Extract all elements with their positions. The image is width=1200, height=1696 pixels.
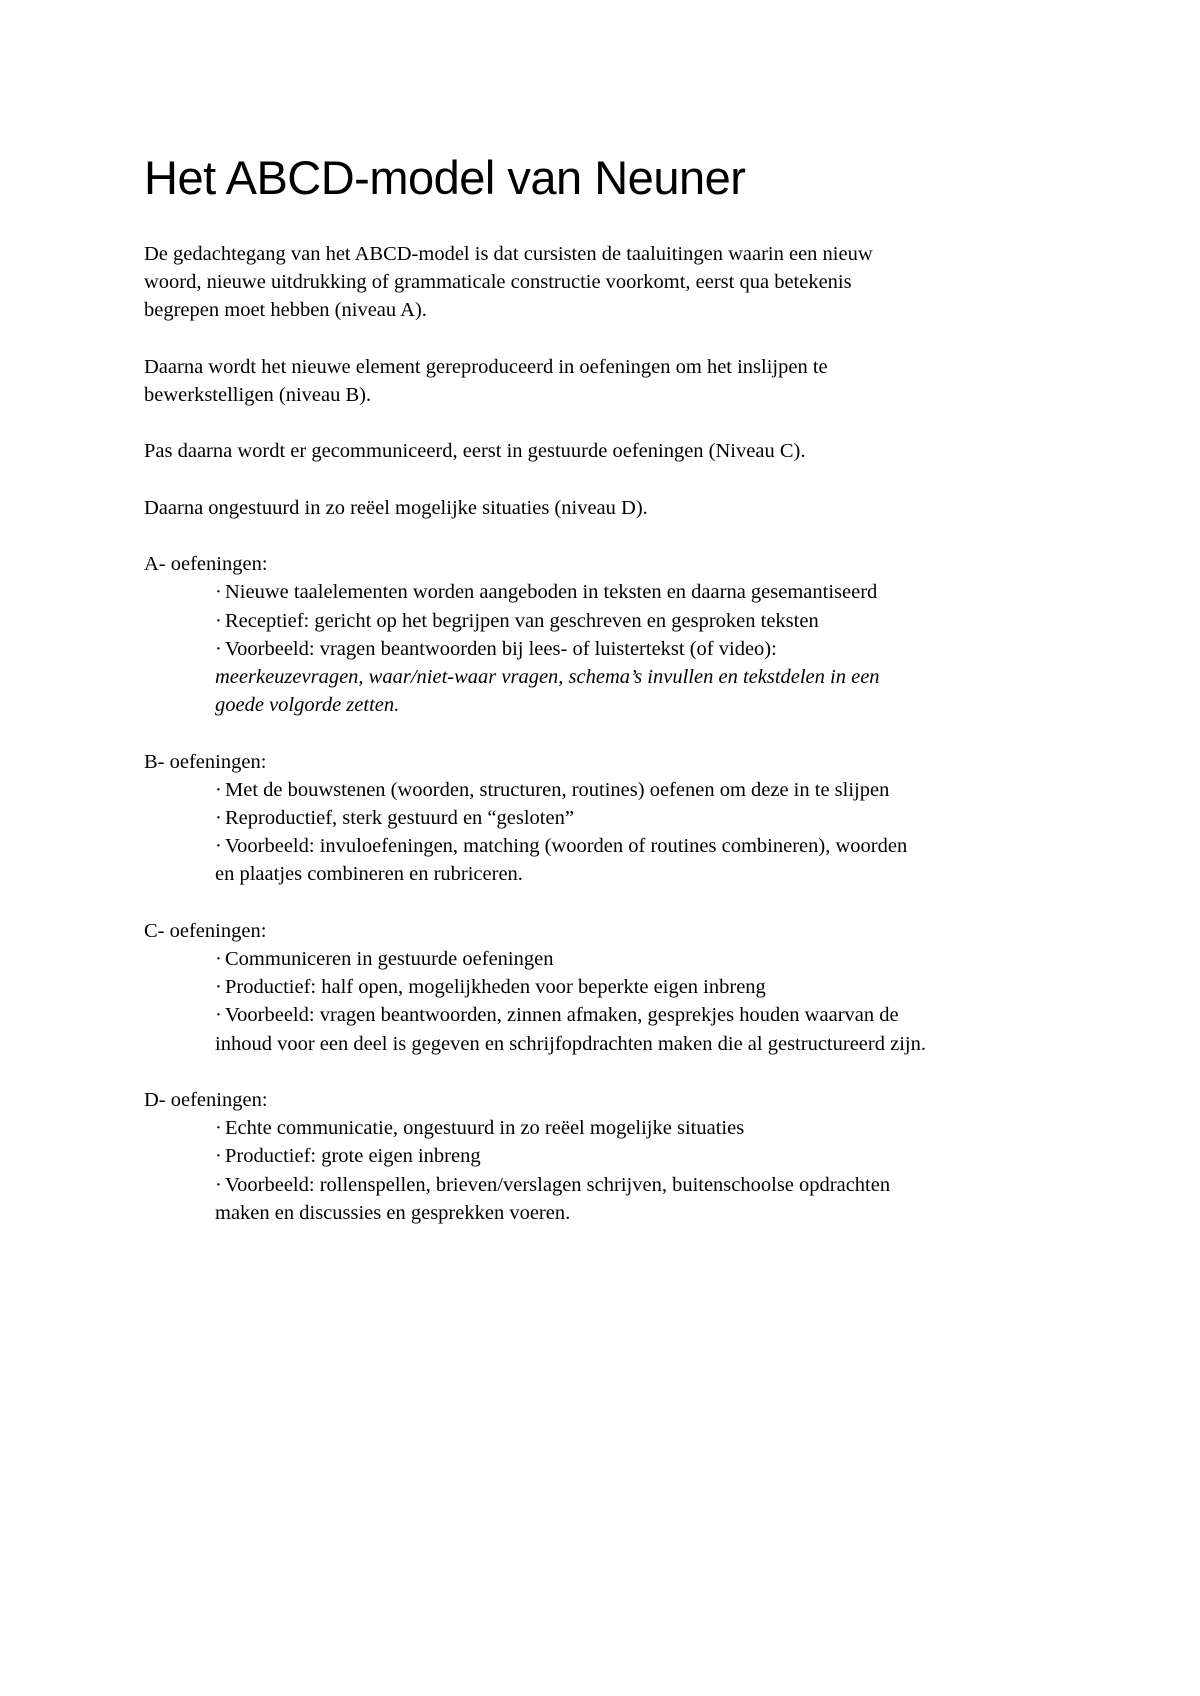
section-heading: A- oefeningen: bbox=[144, 553, 268, 576]
list-item bbox=[215, 832, 1064, 860]
section-d-exercises bbox=[144, 1086, 1064, 1227]
bullet-glyph: · bbox=[215, 976, 222, 999]
list-item bbox=[215, 578, 1064, 606]
list-item-text: Productief: grote eigen inbreng bbox=[225, 1145, 481, 1168]
page-title: Het ABCD-model van Neuner bbox=[144, 151, 746, 204]
section-c-exercises bbox=[144, 917, 1064, 1058]
list-item-text: Met de bouwstenen (woorden, structuren, routines) oefenen om deze in te slijpen bbox=[225, 778, 890, 801]
bullet-glyph: · bbox=[215, 835, 222, 858]
list-item bbox=[215, 776, 1064, 804]
bullet-glyph: · bbox=[215, 609, 222, 632]
paragraph-line: bewerkstelligen (niveau B). bbox=[144, 384, 372, 406]
bullet-glyph: · bbox=[215, 778, 222, 801]
list-item-continuation: meerkeuzevragen, waar/niet-waar vragen, schema’s invullen en tekstdelen in een bbox=[215, 665, 880, 688]
list-item bbox=[215, 804, 1064, 832]
section-a-exercises bbox=[144, 550, 1064, 719]
list-item-text: Voorbeeld: vragen beantwoorden bij lees- of luistertekst (of video): bbox=[225, 637, 777, 660]
section-heading: C- oefeningen: bbox=[144, 919, 267, 942]
section-heading: D- oefeningen: bbox=[144, 1088, 268, 1111]
list-item-text: Voorbeeld: vragen beantwoorden, zinnen afmaken, gesprekjes houden waarvan de bbox=[225, 1004, 899, 1027]
paragraph-line: De gedachtegang van het ABCD-model is dat cursisten de taaluitingen waarin een nieuw bbox=[144, 243, 873, 265]
list-item bbox=[215, 1142, 1064, 1170]
list-item-continuation: goede volgorde zetten. bbox=[215, 694, 400, 717]
section-items bbox=[144, 578, 1064, 719]
paragraph-line: woord, nieuwe uitdrukking of grammaticale constructie voorkomt, eerst qua betekenis bbox=[144, 271, 852, 294]
bullet-glyph: · bbox=[215, 1173, 222, 1196]
list-item bbox=[215, 973, 1064, 1001]
level-b-paragraph bbox=[144, 353, 1064, 409]
list-item bbox=[215, 607, 1064, 635]
bullet-glyph: · bbox=[215, 581, 222, 604]
list-item-text: Reproductief, sterk gestuurd en “gesloten” bbox=[225, 806, 574, 829]
paragraph-line: begrepen moet hebben (niveau A). bbox=[144, 299, 427, 322]
list-item bbox=[215, 945, 1064, 973]
document-body bbox=[144, 240, 1064, 1255]
section-heading: B- oefeningen: bbox=[144, 750, 267, 773]
list-item bbox=[215, 1114, 1064, 1142]
level-d-paragraph bbox=[144, 494, 1064, 522]
list-item-text: Receptief: gericht op het begrijpen van geschreven en gesproken teksten bbox=[225, 609, 819, 632]
list-item-continuation: maken en discussies en gesprekken voeren. bbox=[215, 1201, 571, 1224]
section-items bbox=[144, 776, 1064, 889]
list-item-text: Voorbeeld: rollenspellen, brieven/verslagen schrijven, buitenschoolse opdrachten bbox=[225, 1173, 891, 1196]
list-item bbox=[215, 1171, 1064, 1199]
list-item-text: Productief: half open, mogelijkheden voor beperkte eigen inbreng bbox=[225, 976, 766, 999]
bullet-glyph: · bbox=[215, 947, 222, 970]
list-item-text: Echte communicatie, ongestuurd in zo reëel mogelijke situaties bbox=[225, 1117, 745, 1140]
list-item-text: Voorbeeld: invuloefeningen, matching (woorden of routines combineren), woorden bbox=[225, 835, 908, 858]
bullet-glyph: · bbox=[215, 1145, 222, 1168]
list-item-continuation: en plaatjes combineren en rubriceren. bbox=[215, 863, 523, 886]
bullet-glyph: · bbox=[215, 1117, 222, 1140]
bullet-glyph: · bbox=[215, 637, 222, 660]
paragraph-line: Daarna ongestuurd in zo reëel mogelijke situaties (niveau D). bbox=[144, 496, 648, 519]
list-item-text: Nieuwe taalelementen worden aangeboden in teksten en daarna gesemantiseerd bbox=[225, 581, 878, 604]
list-item-text: Communiceren in gestuurde oefeningen bbox=[225, 947, 554, 970]
list-item bbox=[215, 1001, 1064, 1029]
paragraph-line: Pas daarna wordt er gecommuniceerd, eerst in gestuurde oefeningen (Niveau C). bbox=[144, 440, 806, 463]
paragraph-line: Daarna wordt het nieuwe element gereproduceerd in oefeningen om het inslijpen te bbox=[144, 355, 828, 378]
level-c-paragraph bbox=[144, 437, 1064, 465]
intro-paragraph bbox=[144, 240, 1064, 325]
list-item-continuation: inhoud voor een deel is gegeven en schrijfopdrachten maken die al gestructureerd zijn. bbox=[215, 1032, 926, 1055]
section-items bbox=[144, 1114, 1064, 1227]
list-item bbox=[215, 635, 1064, 663]
section-items bbox=[144, 945, 1064, 1058]
section-b-exercises bbox=[144, 748, 1064, 889]
bullet-glyph: · bbox=[215, 806, 222, 829]
bullet-glyph: · bbox=[215, 1004, 222, 1027]
